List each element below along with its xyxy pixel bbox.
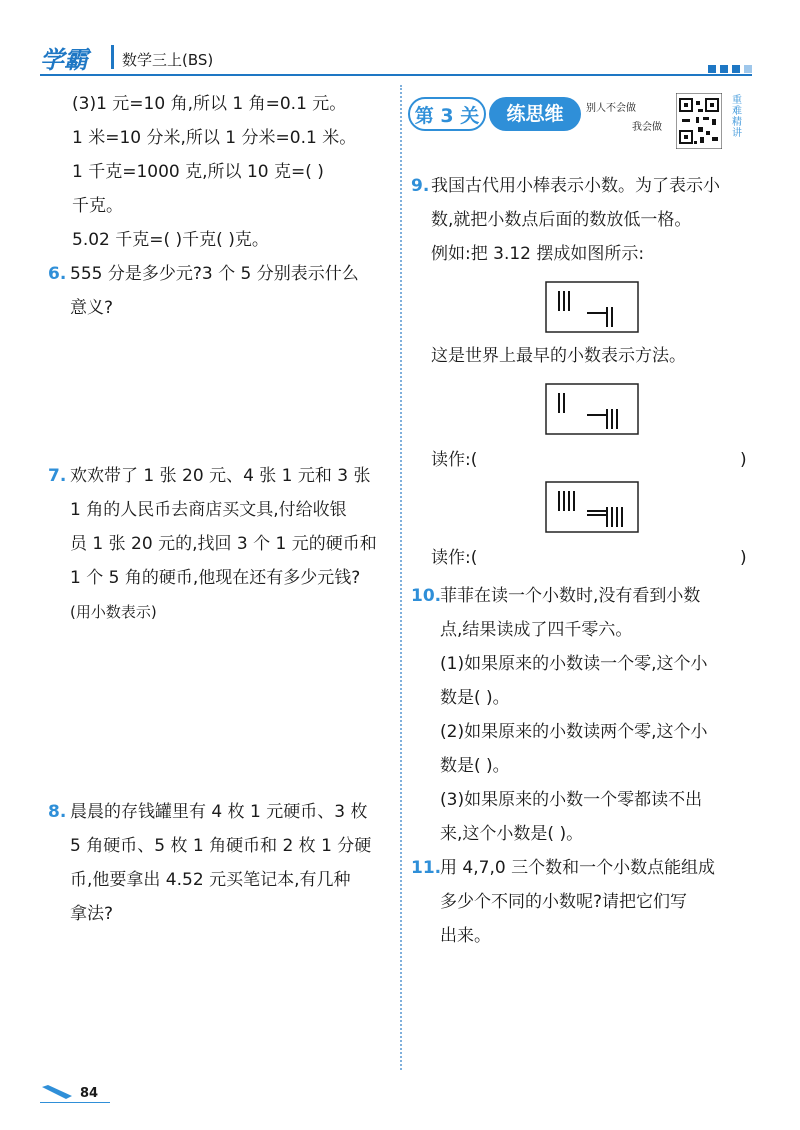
rod-figure-example <box>545 281 639 333</box>
q8-number: 8. <box>48 802 67 822</box>
q6-number: 6. <box>48 264 67 284</box>
qr-label: 重难精讲 <box>732 95 742 139</box>
q8-line-4: 拿法? <box>70 904 114 924</box>
section-subtitle-b: 我会做 <box>632 122 662 133</box>
q10-line-4: 数是( )。 <box>440 688 510 708</box>
book-title: 数学三上(BS) <box>122 51 214 69</box>
q9-read1-close: ) <box>740 450 747 470</box>
q11-number: 11. <box>411 858 442 878</box>
q7-line-1: 欢欢带了 1 张 20 元、4 张 1 元和 3 张 <box>70 466 371 486</box>
q7-line-3: 员 1 张 20 元的,找回 3 个 1 元的硬币和 <box>70 534 377 554</box>
footer-rule <box>40 1102 110 1103</box>
q5-line-3: 1 千克=1000 克,所以 10 克=( ) <box>72 162 324 182</box>
q9-answer-1[interactable] <box>490 450 730 472</box>
q5-line-4: 千克。 <box>72 196 123 216</box>
q10-line-2: 点,结果读成了四千零六。 <box>440 620 633 640</box>
q6-line-1: 555 分是多少元?3 个 5 分别表示什么 <box>70 264 359 284</box>
q10-line-5: (2)如果原来的小数读两个零,这个小 <box>440 722 708 742</box>
header-separator <box>111 45 114 69</box>
q10-line-7: (3)如果原来的小数一个零都读不出 <box>440 790 703 810</box>
rod-figure-2 <box>545 481 639 533</box>
pen-icon <box>40 1084 74 1100</box>
rod-figure-1 <box>545 383 639 435</box>
q10-line-8: 来,这个小数是( )。 <box>440 824 584 844</box>
q6-line-2: 意义? <box>70 298 114 318</box>
q9-read2-label: 读作:( <box>431 548 478 568</box>
column-divider <box>400 85 402 1070</box>
q9-read2-close: ) <box>740 548 747 568</box>
q7-number: 7. <box>48 466 67 486</box>
q10-number: 10. <box>411 586 442 606</box>
rod-figure-example-sticks <box>559 291 612 327</box>
section-subtitle-a: 别人不会做 <box>586 103 636 114</box>
q9-read1-label: 读作:( <box>431 450 478 470</box>
q9-example: 例如:把 3.12 摆成如图所示: <box>431 244 645 264</box>
q5-line-5: 5.02 千克=( )千克( )克。 <box>72 230 269 250</box>
rod-figure-1-sticks <box>559 393 617 429</box>
q9-number: 9. <box>411 176 430 196</box>
q8-line-1: 晨晨的存钱罐里有 4 枚 1 元硬币、3 枚 <box>70 802 368 822</box>
q8-line-3: 币,他要拿出 4.52 元买笔记本,有几种 <box>70 870 351 890</box>
qr-code-icon[interactable] <box>676 93 722 149</box>
q9-line-1: 我国古代用小棒表示小数。为了表示小 <box>431 176 720 196</box>
header-rule <box>40 74 752 76</box>
section-title: 练思维 <box>489 97 581 131</box>
q11-line-1: 用 4,7,0 三个数和一个小数点能组成 <box>440 858 716 878</box>
q9-answer-2[interactable] <box>490 548 730 570</box>
q5-line-1: (3)1 元=10 角,所以 1 角=0.1 元。 <box>72 94 347 114</box>
q11-line-2: 多少个不同的小数呢?请把它们写 <box>440 892 688 912</box>
level-badge: 第 3 关 <box>408 97 486 131</box>
q7-line-4: 1 个 5 角的硬币,他现在还有多少元钱? <box>70 568 361 588</box>
q9-line-2: 数,就把小数点后面的数放低一格。 <box>431 210 692 230</box>
q8-line-2: 5 角硬币、5 枚 1 角硬币和 2 枚 1 分硬 <box>70 836 372 856</box>
q10-line-6: 数是( )。 <box>440 756 510 776</box>
page-number: 84 <box>80 1086 99 1101</box>
q11-line-3: 出来。 <box>440 926 491 946</box>
q7-line-2: 1 角的人民币去商店买文具,付给收银 <box>70 500 347 520</box>
q9-note: 这是世界上最早的小数表示方法。 <box>431 346 686 366</box>
q10-line-1: 菲菲在读一个小数时,没有看到小数 <box>440 586 701 606</box>
q7-line-5: (用小数表示) <box>70 603 157 621</box>
q5-line-2: 1 米=10 分米,所以 1 分米=0.1 米。 <box>72 128 357 148</box>
q10-line-3: (1)如果原来的小数读一个零,这个小 <box>440 654 708 674</box>
brand-logo: 学霸 <box>40 46 88 74</box>
rod-figure-2-sticks <box>559 491 622 527</box>
